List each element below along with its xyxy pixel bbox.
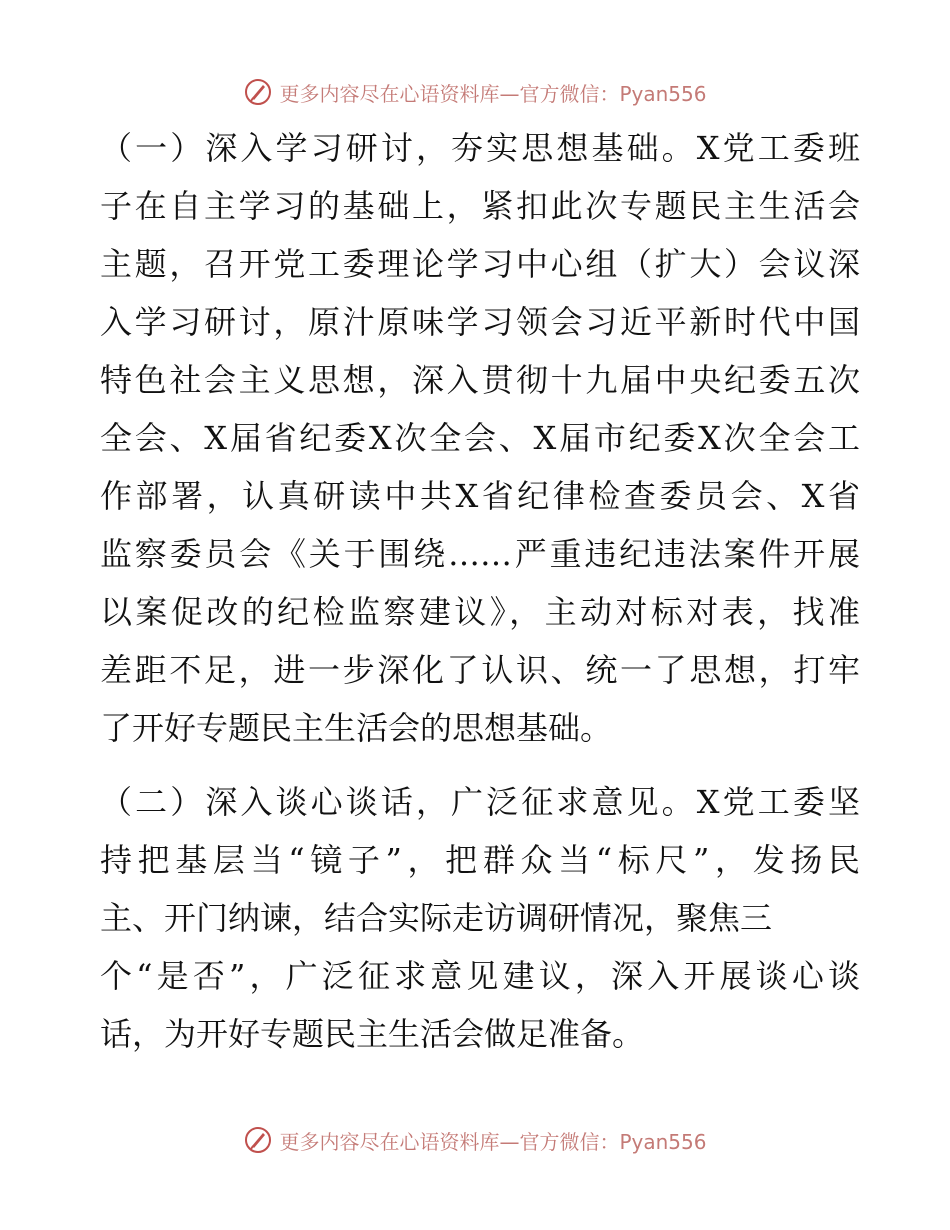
watermark-text: 更多内容尽在心语资料库—官方微信：Pyan556: [279, 1129, 707, 1154]
watermark-text: 更多内容尽在心语资料库—官方微信：Pyan556: [279, 81, 707, 106]
paragraph-2-line: 个“是否”，广泛征求意见建议，深入开展谈心谈: [100, 957, 860, 995]
paragraph-1-line: 作部署，认真研读中共X省纪律检查委员会、X省: [100, 477, 860, 515]
paragraph-1-line: （一）深入学习研讨，夯实思想基础。X党工委班: [100, 129, 860, 167]
paragraph-1-line: 入学习研讨，原汁原味学习领会习近平新时代中国: [100, 303, 860, 341]
quill-logo-icon: [243, 1125, 273, 1155]
paragraph-1-line: 以案促改的纪检监察建议》，主动对标对表，找准: [100, 593, 860, 631]
footer-watermark: [0, 1124, 950, 1156]
paragraph-1-line: 特色社会主义思想，深入贯彻十九届中央纪委五次: [100, 361, 860, 399]
paragraph-2-line: 持把基层当“镜子”，把群众当“标尺”，发扬民: [100, 841, 860, 879]
paragraph-2-line: （二）深入谈心谈话，广泛征求意见。X党工委坚: [100, 783, 860, 821]
paragraph-1-line: 主题，召开党工委理论学习中心组（扩大）会议深: [100, 245, 860, 283]
paragraph-2-line: 话，为开好专题民主生活会做足准备。: [100, 1015, 645, 1053]
paragraph-1-line: 子在自主学习的基础上，紧扣此次专题民主生活会: [100, 187, 860, 225]
paragraph-1-line: 了开好专题民主生活会的思想基础。: [100, 709, 613, 747]
paragraph-1-line: 监察委员会《关于围绕……严重违纪违法案件开展: [100, 535, 860, 573]
paragraph-1-line: 差距不足，进一步深化了认识、统一了思想，打牢: [100, 651, 860, 689]
paragraph-1-line: 全会、X届省纪委X次全会、X届市纪委X次全会工: [100, 419, 860, 457]
paragraph-2-line: 主、开门纳谏，结合实际走访调研情况，聚焦三: [100, 899, 773, 937]
